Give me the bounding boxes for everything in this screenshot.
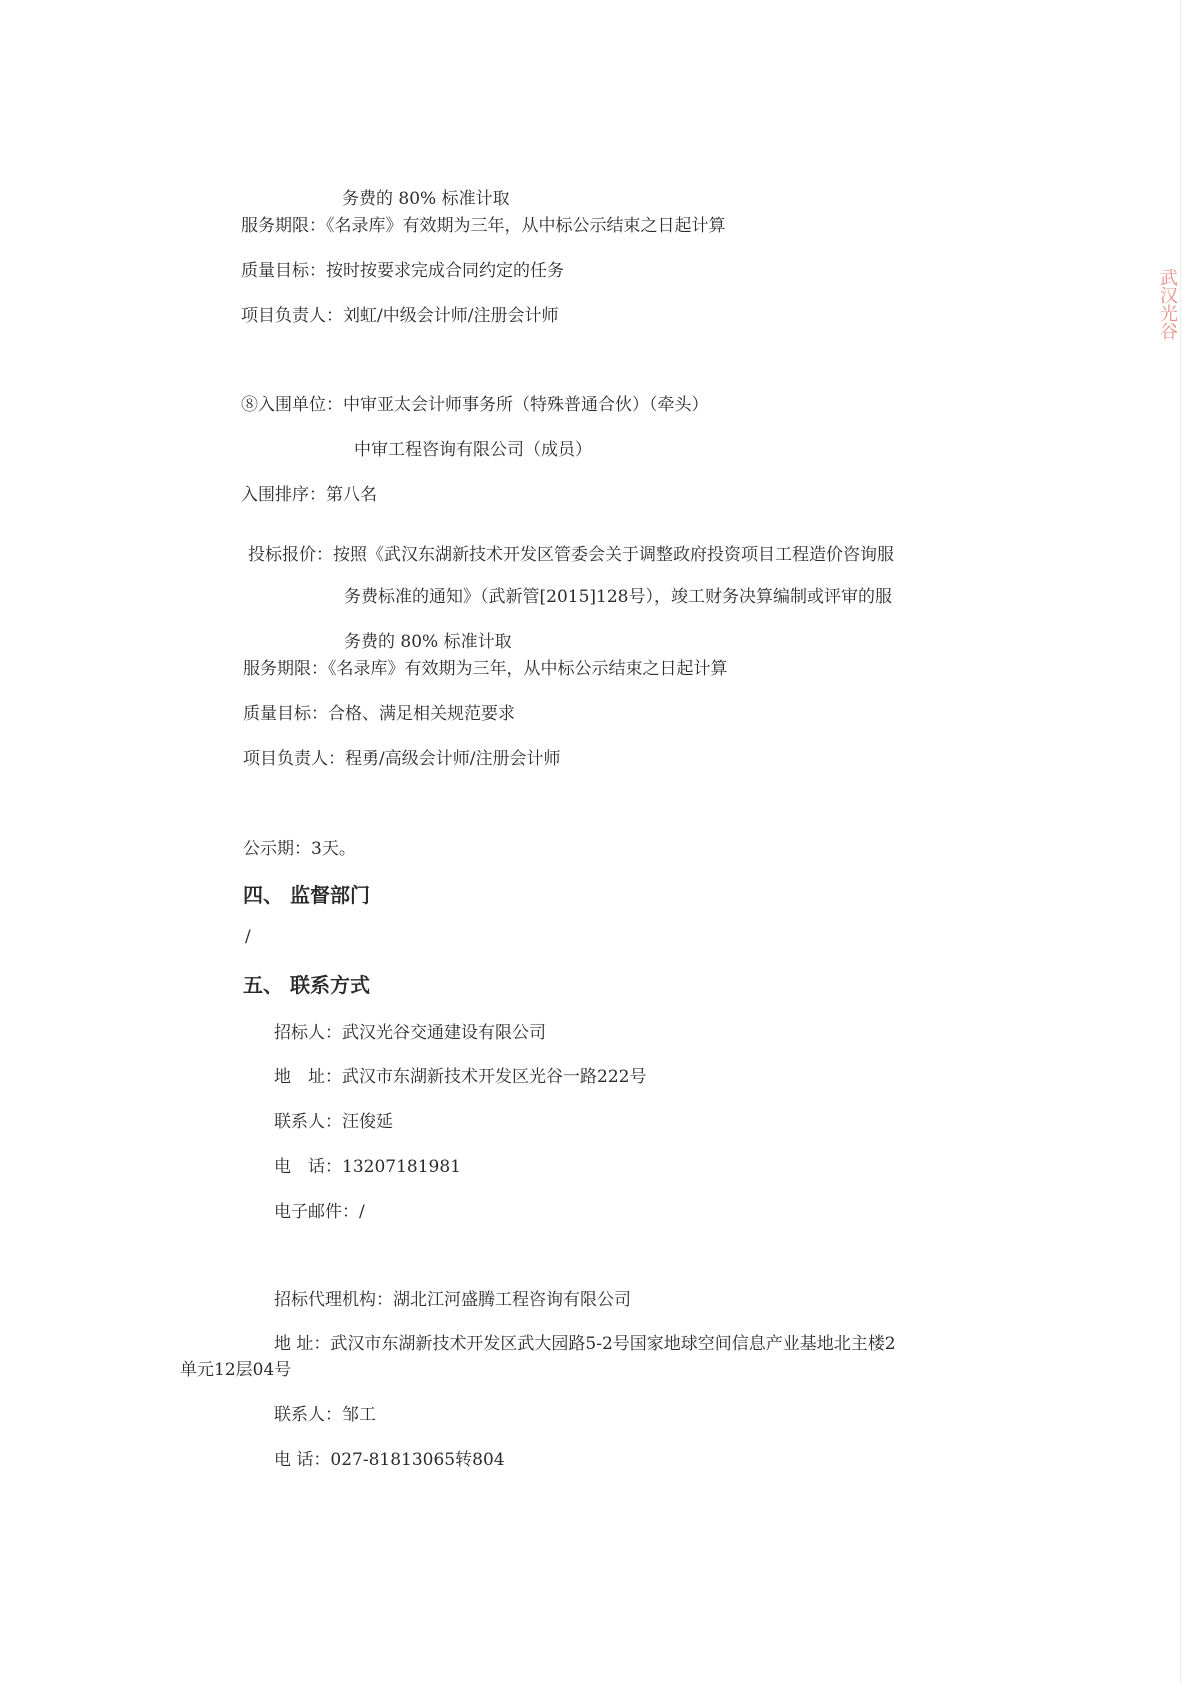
tenderer-name: 招标人：武汉光谷交通建设有限公司 <box>274 1023 546 1043</box>
block7-service-period: 服务期限：《名录库》有效期为三年，从中标公示结束之日起计算 <box>241 216 726 236</box>
block7-quality-target: 质量目标：按时按要求完成合同约定的任务 <box>241 261 564 281</box>
block8-project-leader: 项目负责人：程勇/高级会计师/注册会计师 <box>243 749 561 769</box>
agency-name: 招标代理机构：湖北江河盛腾工程咨询有限公司 <box>274 1290 631 1310</box>
section4-title: 四、 监督部门 <box>243 883 370 907</box>
block8-shortlisted-unit: ⑧入围单位：中审亚太会计师事务所（特殊普通合伙）（牵头） <box>241 395 709 415</box>
agency-contact: 联系人：邹工 <box>274 1405 376 1425</box>
block8-ranking: 入围排序：第八名 <box>241 485 377 505</box>
page-edge-line <box>1180 0 1181 1684</box>
block8-bid-price-line1: 投标报价：按照《武汉东湖新技术开发区管委会关于调整政府投资项目工程造价咨询服 <box>248 545 894 565</box>
tenderer-phone: 电 话：13207181981 <box>274 1157 461 1177</box>
red-seal-fragment: 武汉光谷 <box>1157 268 1178 340</box>
block7-bid-price-continuation: 务费的 80% 标准计取 <box>342 189 510 209</box>
block8-service-period: 服务期限：《名录库》有效期为三年，从中标公示结束之日起计算 <box>243 659 728 679</box>
block8-member-unit: 中审工程咨询有限公司（成员） <box>354 440 592 460</box>
tenderer-address: 地 址：武汉市东湖新技术开发区光谷一路222号 <box>274 1067 647 1087</box>
section4-content: / <box>245 927 251 947</box>
tenderer-contact: 联系人：汪俊延 <box>274 1112 393 1132</box>
agency-address-line1: 地 址：武汉市东湖新技术开发区武大园路5-2号国家地球空间信息产业基地北主楼2 <box>274 1334 896 1354</box>
block8-bid-price-line3: 务费的 80% 标准计取 <box>344 632 512 652</box>
section5-title: 五、 联系方式 <box>243 973 370 997</box>
block8-bid-price-line2: 务费标准的通知》（武新管[2015]128号），竣工财务决算编制或评审的服 <box>344 587 892 607</box>
tenderer-email: 电子邮件：/ <box>274 1202 365 1222</box>
agency-address-line2: 单元12层04号 <box>180 1360 292 1380</box>
block7-project-leader: 项目负责人：刘虹/中级会计师/注册会计师 <box>241 306 559 326</box>
agency-phone: 电 话：027-81813065转804 <box>274 1450 505 1470</box>
block8-quality-target: 质量目标：合格、满足相关规范要求 <box>243 704 515 724</box>
notice-period: 公示期：3天。 <box>243 839 356 859</box>
